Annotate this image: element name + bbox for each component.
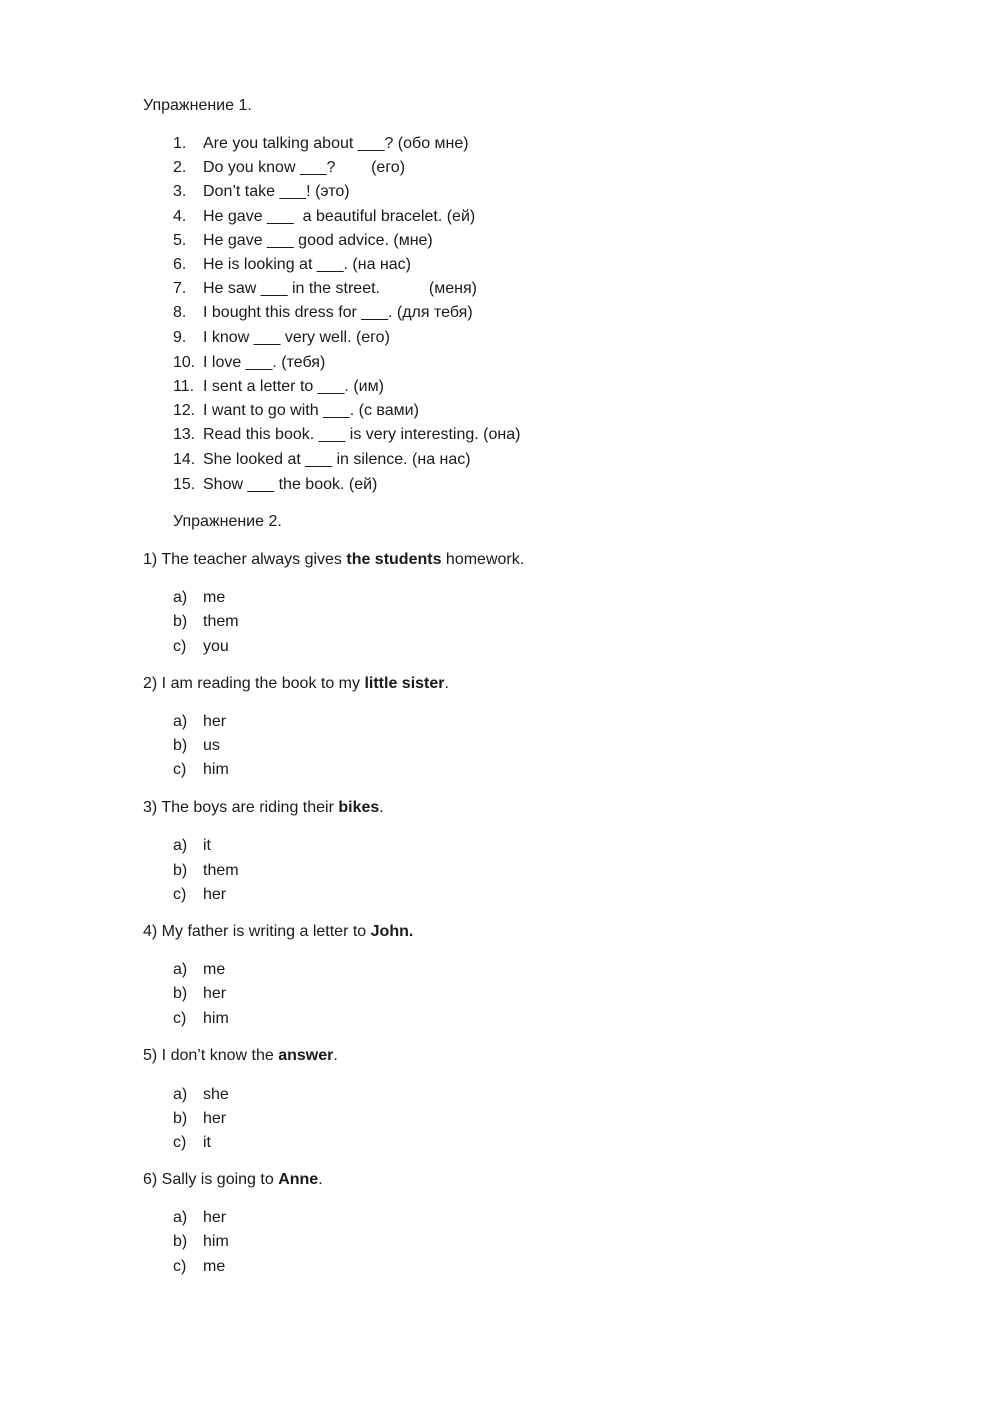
option-text: her bbox=[203, 985, 227, 1002]
item-text: He gave ___ a beautiful bracelet. (ей) bbox=[203, 208, 476, 225]
exercise-1-heading: Упражнение 1. bbox=[143, 97, 252, 114]
option-text: them bbox=[203, 613, 239, 630]
option-letter: b) bbox=[173, 985, 188, 1002]
item-text: Are you talking about ___? (обо мне) bbox=[203, 135, 469, 152]
item-text: He saw ___ in the street. (меня) bbox=[203, 280, 477, 297]
option-letter: b) bbox=[173, 862, 188, 879]
question-highlight: John. bbox=[370, 923, 414, 940]
option-letter: b) bbox=[173, 1110, 188, 1127]
option-letter: c) bbox=[173, 1010, 187, 1027]
exercise-2-heading: Упражнение 2. bbox=[173, 513, 282, 530]
option-text: it bbox=[203, 1134, 211, 1151]
option-text: me bbox=[203, 1258, 226, 1275]
option-text: me bbox=[203, 589, 226, 606]
option-text: him bbox=[203, 761, 229, 778]
item-number: 2. bbox=[173, 159, 187, 176]
option-text: me bbox=[203, 961, 226, 978]
item-number: 9. bbox=[173, 329, 187, 346]
question-highlight: Anne bbox=[278, 1171, 319, 1188]
option-letter: c) bbox=[173, 1134, 187, 1151]
item-text: I bought this dress for ___. (для тебя) bbox=[203, 304, 473, 321]
question-1-text bbox=[143, 552, 524, 568]
option-text: her bbox=[203, 1110, 227, 1127]
option-text: her bbox=[203, 886, 227, 903]
item-text: I want to go with ___. (с вами) bbox=[203, 402, 419, 419]
item-text: I sent a letter to ___. (им) bbox=[203, 378, 384, 395]
item-text: Don’t take ___! (это) bbox=[203, 183, 350, 200]
option-letter: a) bbox=[173, 589, 188, 606]
question-text-part: 3) The boys are riding their bbox=[143, 799, 339, 816]
option-letter: a) bbox=[173, 713, 188, 730]
option-text: us bbox=[203, 737, 220, 754]
option-letter: b) bbox=[173, 1233, 188, 1250]
item-number: 4. bbox=[173, 208, 187, 225]
option-text: them bbox=[203, 862, 239, 879]
option-text: she bbox=[203, 1086, 229, 1103]
question-text-part: 1) The teacher always gives bbox=[143, 551, 347, 568]
option-text: her bbox=[203, 713, 227, 730]
item-number: 6. bbox=[173, 256, 187, 273]
item-number: 3. bbox=[173, 183, 187, 200]
item-text: Read this book. ___ is very interesting. (она) bbox=[203, 426, 521, 443]
item-number: 8. bbox=[173, 304, 187, 321]
item-number: 14. bbox=[173, 451, 196, 468]
option-letter: a) bbox=[173, 837, 188, 854]
question-text-part: 6) Sally is going to bbox=[143, 1171, 279, 1188]
option-letter: c) bbox=[173, 886, 187, 903]
item-text: Show ___ the book. (ей) bbox=[203, 476, 378, 493]
item-number: 15. bbox=[173, 476, 196, 493]
item-text: She looked at ___ in silence. (на нас) bbox=[203, 451, 471, 468]
question-text-part: 2) I am reading the book to my bbox=[143, 675, 365, 692]
question-text-part: . bbox=[379, 799, 384, 816]
option-text: him bbox=[203, 1233, 229, 1250]
option-letter: c) bbox=[173, 638, 187, 655]
option-text: her bbox=[203, 1209, 227, 1226]
item-number: 12. bbox=[173, 402, 196, 419]
question-2-text bbox=[143, 676, 449, 692]
item-number: 5. bbox=[173, 232, 187, 249]
item-text: I know ___ very well. (его) bbox=[203, 329, 390, 346]
option-letter: a) bbox=[173, 961, 188, 978]
question-highlight: answer bbox=[278, 1047, 334, 1064]
option-letter: a) bbox=[173, 1086, 188, 1103]
option-letter: b) bbox=[173, 613, 188, 630]
question-text-part: 4) My father is writing a letter to bbox=[143, 923, 371, 940]
item-number: 13. bbox=[173, 426, 196, 443]
item-text: He gave ___ good advice. (мне) bbox=[203, 232, 433, 249]
question-text-part: . bbox=[444, 675, 449, 692]
item-number: 1. bbox=[173, 135, 187, 152]
question-highlight: the students bbox=[346, 551, 442, 568]
question-text-part: 5) I don’t know the bbox=[143, 1047, 279, 1064]
item-text: Do you know ___? (его) bbox=[203, 159, 406, 176]
question-highlight: little sister bbox=[364, 675, 445, 692]
question-5-text bbox=[143, 1048, 338, 1064]
item-number: 7. bbox=[173, 280, 187, 297]
question-3-text bbox=[143, 800, 384, 816]
question-6-text bbox=[143, 1172, 323, 1188]
question-highlight: bikes bbox=[338, 799, 380, 816]
item-number: 11. bbox=[173, 378, 195, 395]
question-4-text bbox=[143, 924, 413, 940]
option-text: him bbox=[203, 1010, 229, 1027]
question-text-part: homework. bbox=[441, 551, 525, 568]
item-text: He is looking at ___. (на нас) bbox=[203, 256, 411, 273]
option-text: you bbox=[203, 638, 229, 655]
option-letter: a) bbox=[173, 1209, 188, 1226]
item-number: 10. bbox=[173, 354, 196, 371]
item-text: I love ___. (тебя) bbox=[203, 354, 326, 371]
question-text-part: . bbox=[318, 1171, 323, 1188]
option-text: it bbox=[203, 837, 211, 854]
option-letter: c) bbox=[173, 1258, 187, 1275]
question-text-part: . bbox=[333, 1047, 338, 1064]
option-letter: c) bbox=[173, 761, 187, 778]
option-letter: b) bbox=[173, 737, 188, 754]
